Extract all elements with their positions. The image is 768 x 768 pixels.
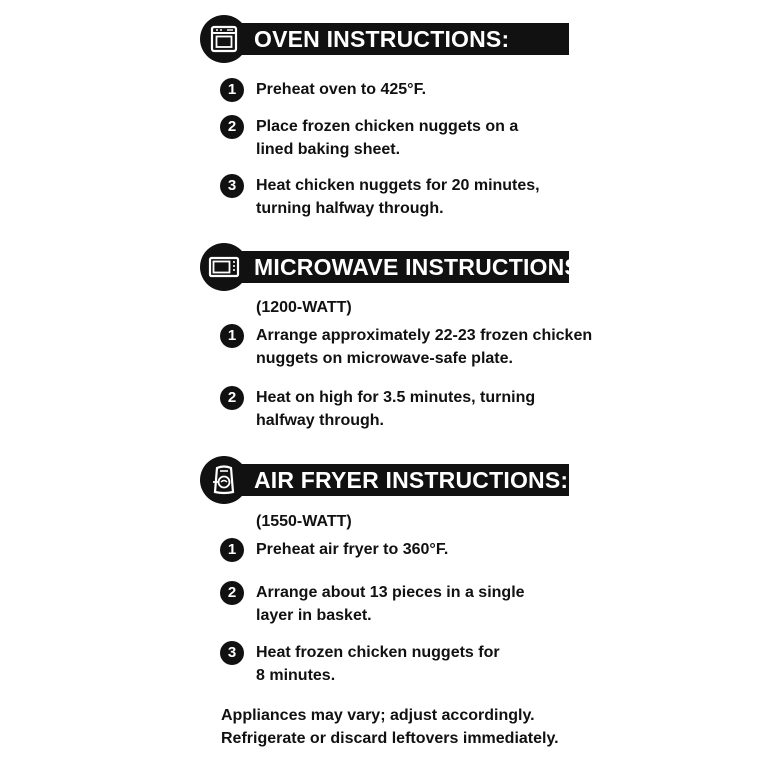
oven-icon-badge — [200, 15, 248, 63]
footer-line-1: Appliances may vary; adjust accordingly. — [221, 707, 535, 724]
step-text: Heat frozen chicken nuggets for 8 minutes. — [256, 644, 500, 684]
microwave-header — [226, 251, 588, 283]
microwave-header-title: MICROWAVE INSTRUCTIONS: — [254, 254, 588, 280]
air-fryer-wattage: (1550-WATT) — [256, 513, 352, 530]
step-number-badge: 1 — [220, 538, 244, 562]
step-text: Arrange approximately 22-23 frozen chicken nuggets on microwave-safe plate. — [256, 327, 593, 367]
step-number-badge: 2 — [220, 386, 244, 410]
step-number-badge: 2 — [220, 115, 244, 139]
step-number-badge: 1 — [220, 324, 244, 348]
step-text: Heat chicken nuggets for 20 minutes, turning halfway through. — [256, 177, 540, 217]
step-text: Heat on high for 3.5 minutes, turning halfway through. — [256, 389, 536, 429]
microwave-icon-badge — [200, 243, 248, 291]
step-number-badge: 3 — [220, 641, 244, 665]
footer-line-2: Refrigerate or discard leftovers immediately. — [221, 730, 559, 747]
oven-header-title: OVEN INSTRUCTIONS: — [254, 26, 510, 52]
microwave-icon — [208, 252, 240, 282]
microwave-wattage: (1200-WATT) — [256, 299, 352, 316]
air-fryer-icon-badge — [200, 456, 248, 504]
footer-note — [221, 704, 621, 750]
step-number-badge: 2 — [220, 581, 244, 605]
oven-icon — [209, 24, 239, 54]
step-text: Preheat air fryer to 360°F. — [256, 541, 449, 558]
step-text: Preheat oven to 425°F. — [256, 81, 427, 98]
oven-header — [226, 23, 569, 55]
step-text: Arrange about 13 pieces in a single layer in basket. — [256, 584, 525, 624]
step-number-badge: 3 — [220, 174, 244, 198]
air-fryer-header-title: AIR FRYER INSTRUCTIONS: — [254, 467, 569, 493]
step-number-badge: 1 — [220, 78, 244, 102]
step-text: Place frozen chicken nuggets on a lined baking sheet. — [256, 118, 519, 158]
air-fryer-header — [226, 464, 569, 496]
air-fryer-icon — [209, 464, 239, 496]
